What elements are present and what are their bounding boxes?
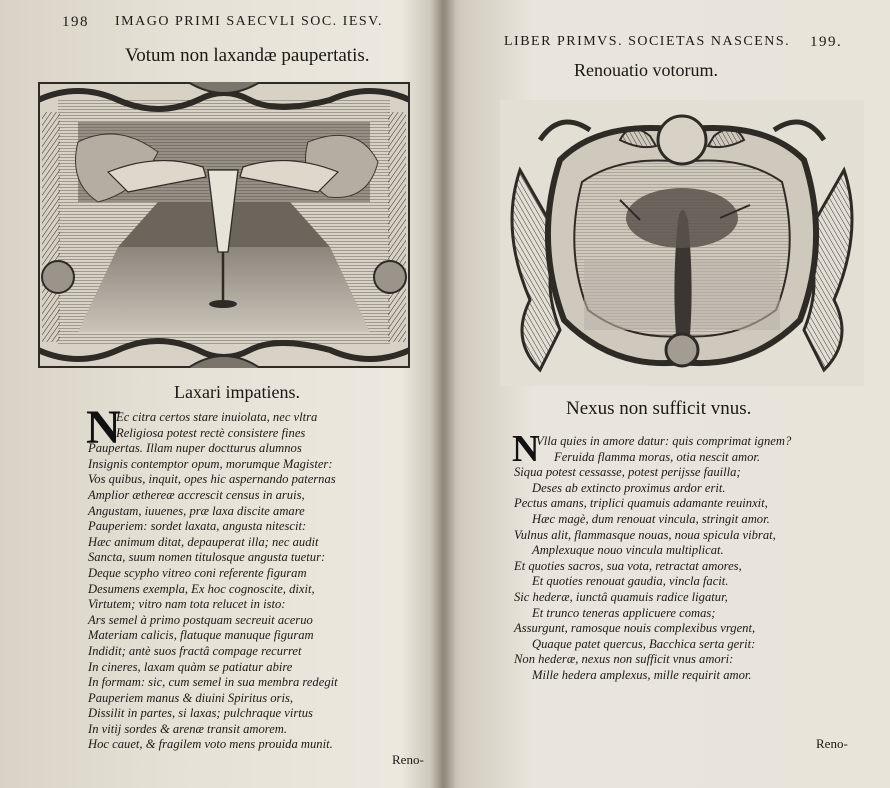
poem-line: Angustam, iuuenes, præ laxa discite amare <box>88 503 305 518</box>
cartouche-tree-engraving <box>500 100 864 386</box>
poem-line: Insignis contemptor opum, morumque Magister: <box>88 456 333 471</box>
poem-line: Paupertas. Illam nuper doctturus alumnos <box>88 441 302 456</box>
poem-line: Vos quibus, inquit, opes hic aspernando paternas <box>88 472 336 487</box>
poem-line: Sic hederæ, iunctâ quamuis radice ligatur, <box>514 589 728 604</box>
poem-line: Religiosa potest rectè consistere fines <box>116 425 306 440</box>
right-catchword: Reno- <box>816 736 848 751</box>
poem-line: Vlla quies in amore datur: quis comprimat ignem? <box>536 434 792 448</box>
poem-line: Indidit; antè suos fractâ compage recurret <box>88 643 302 658</box>
right-running-head: LIBER PRIMVS. SOCIETAS NASCENS. <box>504 34 791 49</box>
left-poem <box>88 410 338 753</box>
poem-line: Deque scypho vitreo coni referente figuram <box>88 565 307 580</box>
right-poem <box>514 434 791 684</box>
poem-line: Assurgunt, ramosque nouis complexibus vrgent, <box>514 621 756 636</box>
left-emblem-caption: Laxari impatiens. <box>174 382 300 402</box>
poem-line: Feruida flamma moras, otia nescit amor. <box>554 449 761 464</box>
poem-line: In cineres, laxam quàm se patiatur abire <box>88 659 293 674</box>
right-drop-cap: N <box>512 428 540 470</box>
poem-line: Pectus amans, triplici quamuis adamante reuinxit, <box>514 496 768 511</box>
left-page-number: 198 <box>62 14 89 30</box>
poem-line: Hoc cauet, & fragilem voto mens prouida munit. <box>88 737 333 752</box>
poem-line: Hæc animum ditat, depauperat illa; nec audit <box>88 534 319 549</box>
poem-line: In vitij sordes & arenæ transit amorem. <box>88 721 288 736</box>
poem-line: Siqua potest cessasse, potest perijsse fauilla; <box>514 465 741 480</box>
poem-line: Pauperiem manus & diuini Spiritus oris, <box>88 690 294 705</box>
right-emblem-caption: Nexus non sufficit vnus. <box>566 398 752 419</box>
left-running-head: IMAGO PRIMI SAECVLI SOC. IESV. <box>115 14 383 29</box>
poem-line: Sancta, suum nomen titulosque angusta tuetur: <box>88 550 326 565</box>
poem-line: Et trunco teneras applicuere comas; <box>532 605 716 620</box>
poem-line: Amplior æthereæ accrescit census in aruis, <box>88 487 305 502</box>
poem-line: In formam: sic, cum semel in sua membra redegit <box>88 675 338 690</box>
poem-line: Non hederæ, nexus non sufficit vnus amori: <box>514 652 734 667</box>
poem-line: Ec citra certos stare inuiolata, nec vltra <box>116 410 318 424</box>
poem-line: Deses ab extincto proximus ardor erit. <box>532 480 726 495</box>
poem-line: Hæc magè, dum renouat vincula, stringit amor. <box>532 511 770 526</box>
right-page <box>446 0 890 788</box>
left-catchword: Reno- <box>392 752 424 767</box>
left-heading: Votum non laxandæ paupertatis. <box>125 45 370 66</box>
poem-line: Et quoties sacros, sua vota, retractat amores, <box>514 558 742 573</box>
poem-line: Dissilit in partes, si laxas; pulchraque virtus <box>88 706 313 721</box>
hands-goblet-engraving <box>38 82 410 368</box>
poem-line: Vulnus alit, flammasque nouas, noua spicula vibrat, <box>514 527 776 542</box>
right-page-number: 199. <box>810 34 843 50</box>
poem-line: Amplexuque nouo vincula multiplicat. <box>532 543 724 558</box>
poem-line: Mille hedera amplexus, mille requirit amor. <box>532 667 752 682</box>
poem-line: Desumens exempla, Ex hoc cognoscite, dixit, <box>88 581 315 596</box>
poem-line: Materiam calicis, flatuque manuque figuram <box>88 628 314 643</box>
poem-line: Quaque patet quercus, Bacchica serta gerit: <box>532 636 756 651</box>
left-page <box>0 0 440 788</box>
poem-line: Et quoties renouat gaudia, vincla facit. <box>532 574 729 589</box>
right-heading: Renouatio votorum. <box>574 60 718 80</box>
poem-line: Ars semel à primo postquam secreuit aceruo <box>88 612 313 627</box>
poem-line: Pauperiem: sordet laxata, angusta nitescit: <box>88 519 307 534</box>
left-drop-cap: N <box>86 401 121 454</box>
poem-line: Virtutem; vitro nam tota relucet in isto: <box>88 597 286 612</box>
